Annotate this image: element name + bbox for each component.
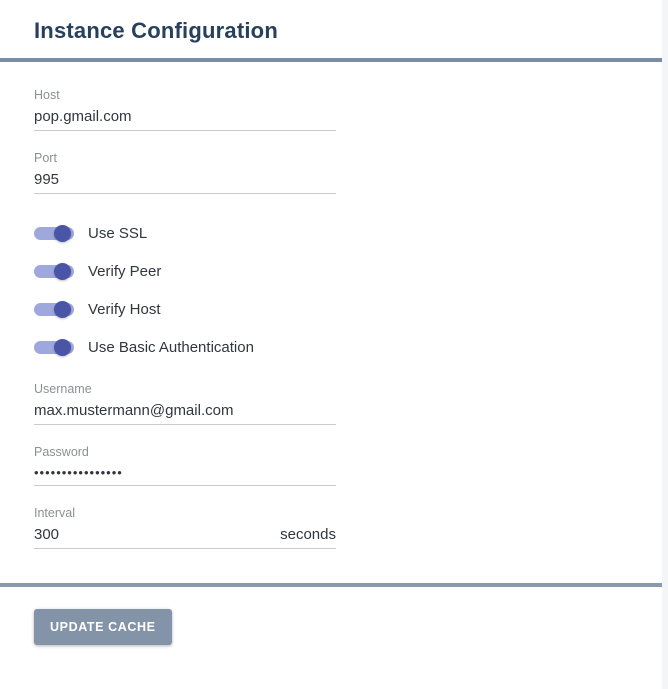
interval-input[interactable] [34,526,272,543]
toggle-row-use-basic-authentication[interactable] [34,328,634,366]
switch-knob-icon [54,225,71,242]
host-input-row[interactable] [34,108,336,131]
field-interval [34,506,336,549]
use-ssl-label: Use SSL [88,224,148,242]
interval-unit-label: seconds [280,526,336,543]
username-input[interactable] [34,402,336,419]
password-input[interactable] [34,465,336,480]
use-ssl-switch[interactable] [34,225,74,241]
field-port [34,151,336,194]
page-title: Instance Configuration [34,18,278,43]
toggle-row-use-ssl[interactable] [34,214,634,252]
toggle-group [34,214,634,366]
use-basic-authentication-switch[interactable] [34,339,74,355]
switch-knob-icon [54,263,71,280]
field-host [34,88,336,131]
host-input[interactable] [34,108,336,125]
verify-host-switch[interactable] [34,301,74,317]
verify-peer-label: Verify Peer [88,262,162,280]
port-input[interactable] [34,171,336,188]
interval-input-row[interactable] [34,526,336,549]
toggle-row-verify-host[interactable] [34,290,634,328]
update-cache-button[interactable]: UPDATE CACHE [34,609,172,645]
verify-peer-switch[interactable] [34,263,74,279]
port-input-row[interactable] [34,171,336,194]
username-input-row[interactable] [34,402,336,425]
host-label: Host [34,88,60,102]
password-input-row[interactable] [34,465,336,486]
verify-host-label: Verify Host [88,300,161,318]
password-label: Password [34,445,89,459]
panel-header [0,0,668,58]
switch-knob-icon [54,339,71,356]
panel-footer [0,587,668,645]
configuration-form [0,62,668,583]
use-basic-authentication-label: Use Basic Authentication [88,338,254,356]
toggle-row-verify-peer[interactable] [34,252,634,290]
port-label: Port [34,151,57,165]
username-label: Username [34,382,92,396]
field-username [34,382,336,425]
interval-label: Interval [34,506,75,520]
switch-knob-icon [54,301,71,318]
field-password [34,445,336,486]
form-bottom-spacer [34,569,634,583]
